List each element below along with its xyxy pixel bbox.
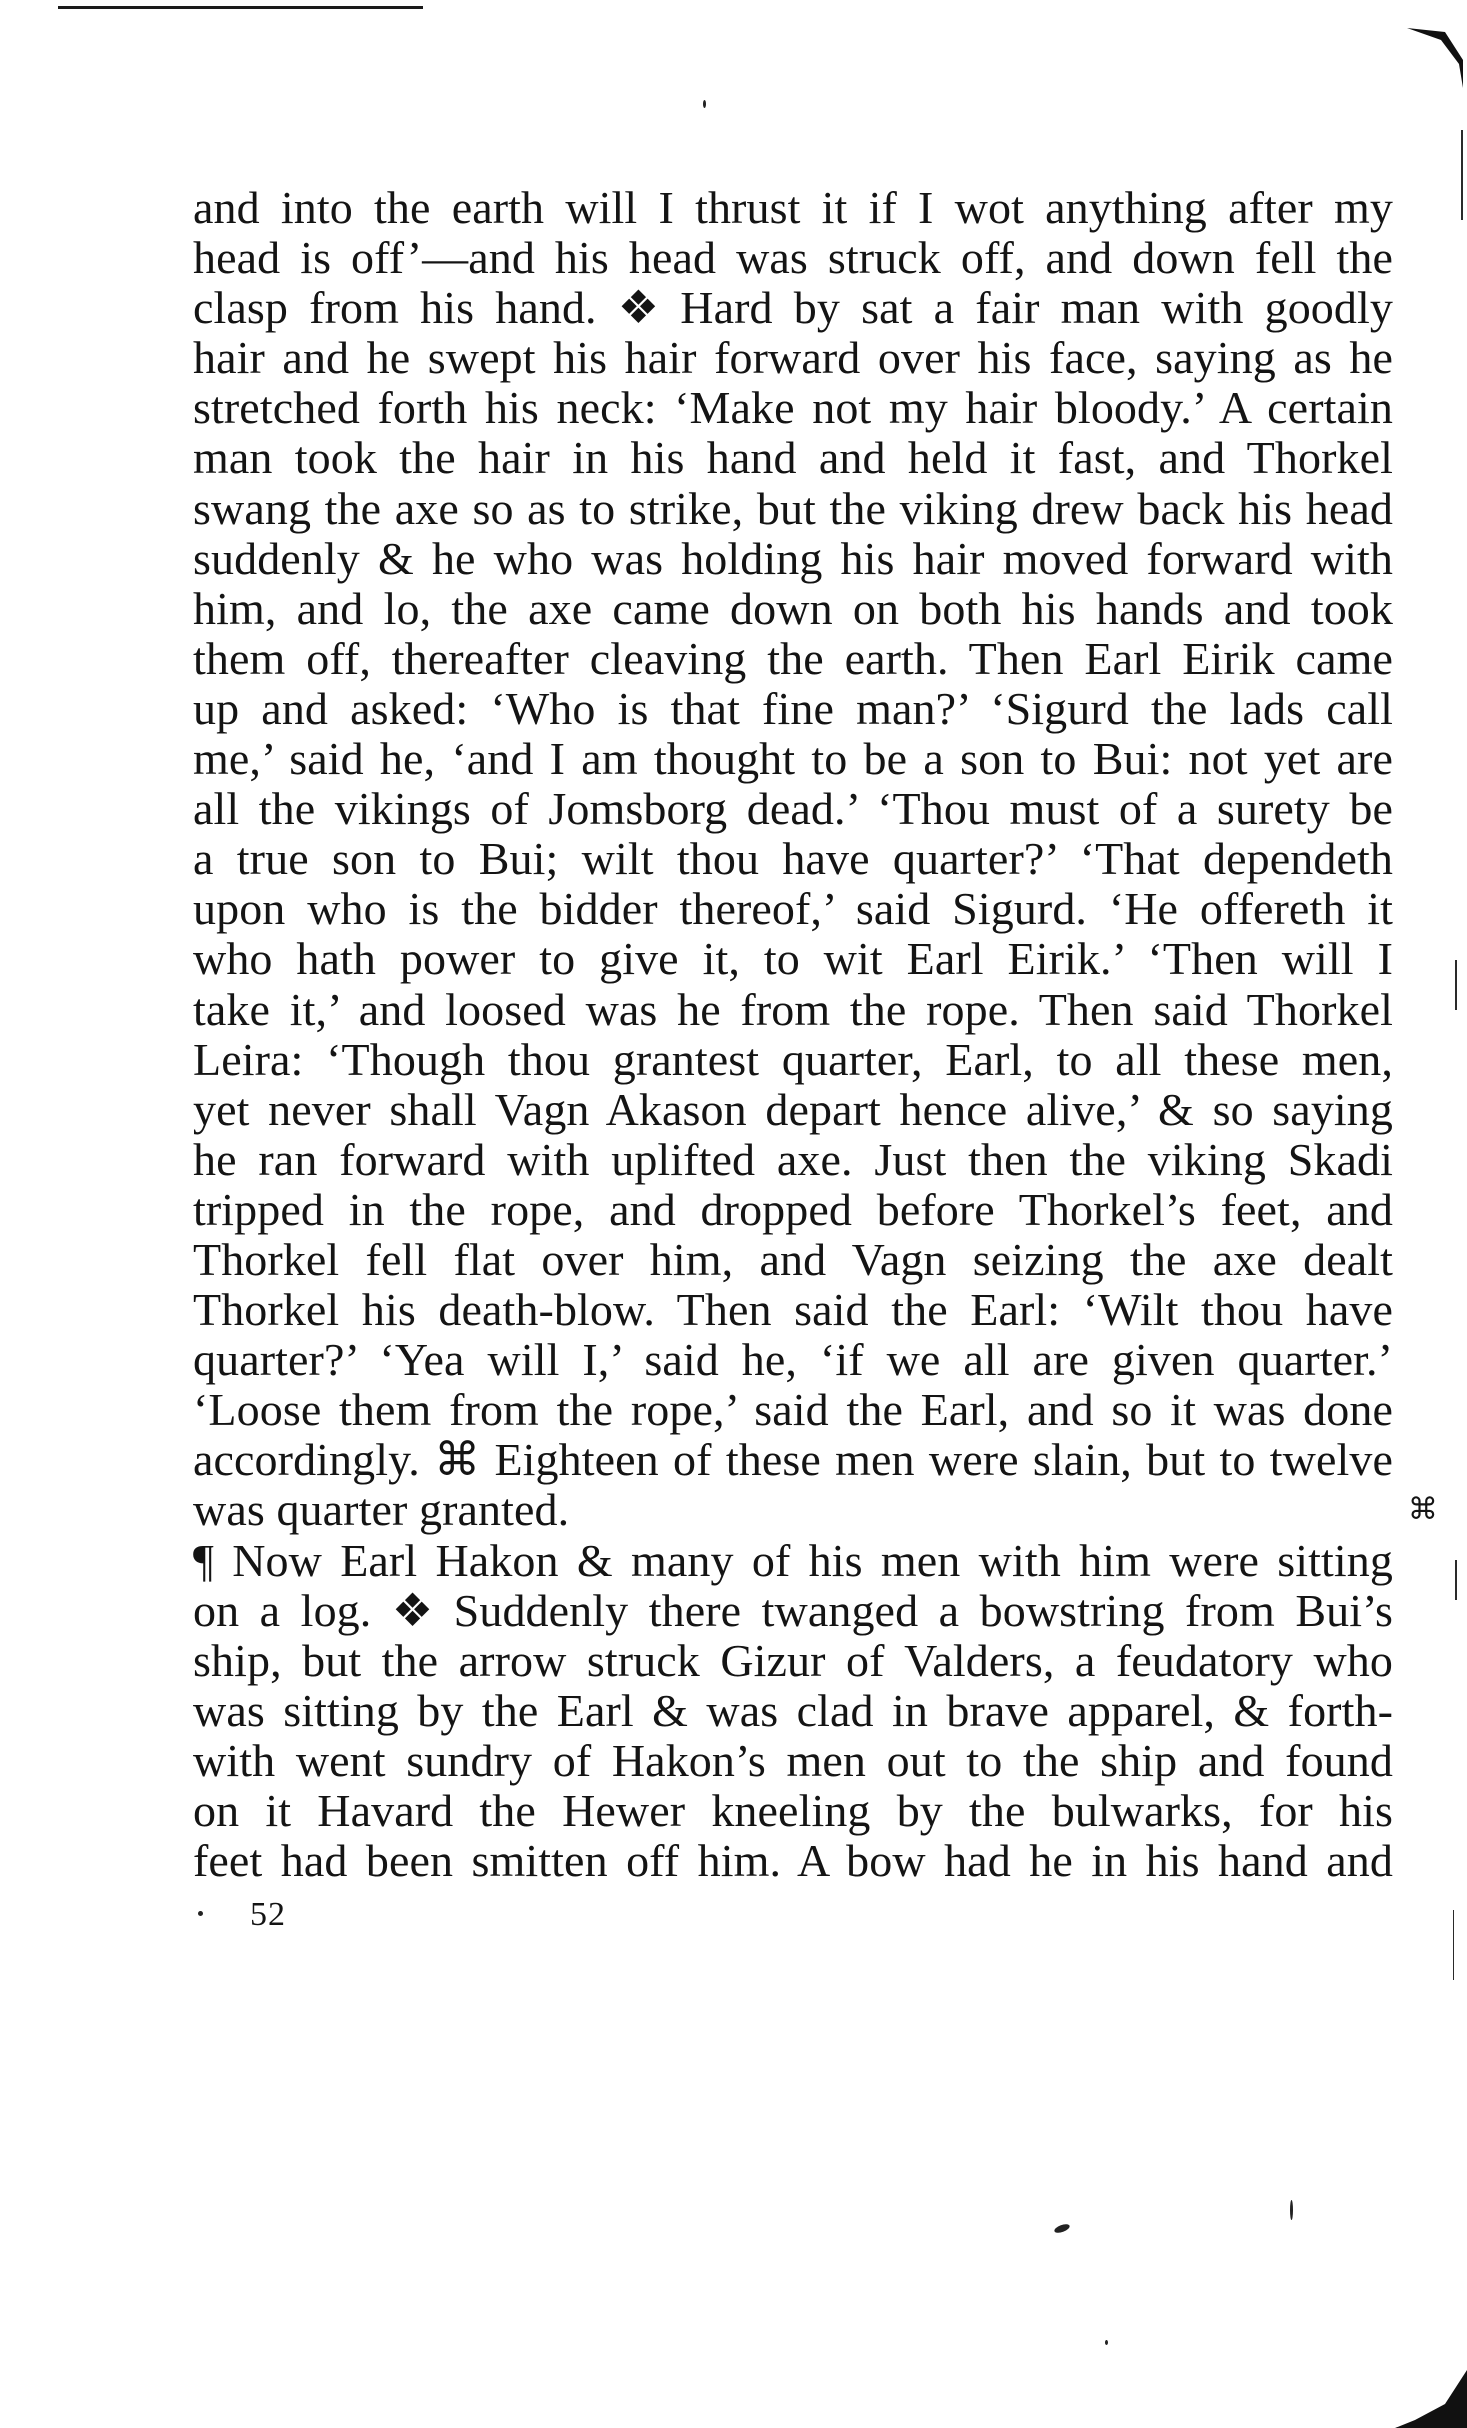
text-line: him, and lo, the axe came down on both his hands and took bbox=[193, 582, 1393, 634]
text-line: hair and he swept his hair forward over his face, saying as he bbox=[193, 332, 1393, 384]
body-text bbox=[193, 183, 1458, 1886]
text-line: them off, thereafter cleaving the earth. Then Earl Eirik came bbox=[193, 632, 1393, 684]
page-corner-mark bbox=[1405, 20, 1465, 90]
line-end-ornament: ⌘ bbox=[1407, 1493, 1438, 1527]
text-line: on it Havard the Hewer kneeling by the bulwarks, for his bbox=[193, 1785, 1393, 1836]
text-line: swang the axe so as to strike, but the viking drew back his head bbox=[193, 482, 1393, 534]
top-rule bbox=[58, 6, 423, 9]
page-corner-shadow bbox=[1395, 2370, 1467, 2428]
text-line: quarter?’ ‘Yea will I,’ said he, ‘if we all are given quarter.’ bbox=[193, 1334, 1393, 1386]
right-edge-line bbox=[1453, 1910, 1454, 1980]
right-edge-line bbox=[1461, 130, 1463, 220]
text-line: Thorkel fell flat over him, and Vagn seizing the axe dealt bbox=[193, 1233, 1393, 1285]
text-line: up and asked: ‘Who is that fine man?’ ‘Sigurd the lads call bbox=[193, 682, 1393, 734]
text-line: all the vikings of Jomsborg dead.’ ‘Thou must of a surety be bbox=[193, 783, 1393, 835]
text-line: accordingly. ⌘ Eighteen of these men were slain, but to twelve bbox=[193, 1434, 1393, 1486]
text-line: with went sundry of Hakon’s men out to the ship and found bbox=[193, 1734, 1393, 1786]
text-line: head is off’—and his head was struck off, and down fell the bbox=[193, 232, 1393, 284]
text-line: a true son to Bui; wilt thou have quarter?’ ‘That dependeth bbox=[193, 833, 1393, 885]
ink-speck bbox=[1290, 2200, 1293, 2220]
text-line: me,’ said he, ‘and I am thought to be a son to Bui: not yet are bbox=[193, 733, 1393, 785]
text-line: ‘Loose them from the rope,’ said the Earl, and so it was done bbox=[193, 1384, 1393, 1436]
text-line: take it,’ and loosed was he from the rope. Then said Thorkel bbox=[193, 983, 1393, 1035]
text-line: ¶ Now Earl Hakon & many of his men with him were sitting bbox=[193, 1534, 1393, 1586]
text-line: was sitting by the Earl & was clad in brave apparel, & forth- bbox=[193, 1684, 1393, 1736]
ink-speck bbox=[703, 100, 706, 108]
text-line: upon who is the bidder thereof,’ said Sigurd. ‘He offereth it bbox=[193, 883, 1393, 935]
text-line: who hath power to give it, to wit Earl Eirik.’ ‘Then will I bbox=[193, 933, 1393, 985]
text-line: yet never shall Vagn Akason depart hence alive,’ & so saying bbox=[193, 1083, 1393, 1135]
page-number: 52 bbox=[250, 1896, 286, 1933]
text-line: feet had been smitten off him. A bow had he in his hand and bbox=[193, 1835, 1393, 1887]
ink-speck bbox=[1053, 2222, 1070, 2234]
text-line: Thorkel his death-blow. Then said the Earl: ‘Wilt thou have bbox=[193, 1284, 1393, 1336]
ink-speck bbox=[198, 1911, 203, 1916]
text-line: suddenly & he who was holding his hair moved forward with bbox=[193, 532, 1393, 584]
text-line: ship, but the arrow struck Gizur of Valders, a feudatory who bbox=[193, 1634, 1393, 1686]
text-line: was quarter granted. ⌘ bbox=[193, 1484, 1438, 1536]
text-line: on a log. ❖ Suddenly there twanged a bowstring from Bui’s bbox=[193, 1584, 1393, 1636]
text-line: man took the hair in his hand and held it fast, and Thorkel bbox=[193, 432, 1393, 484]
ink-speck bbox=[1105, 2340, 1108, 2345]
text-line: tripped in the rope, and dropped before Thorkel’s feet, and bbox=[193, 1183, 1393, 1235]
text-line: Leira: ‘Though thou grantest quarter, Earl, to all these men, bbox=[193, 1033, 1393, 1085]
text-line: he ran forward with uplifted axe. Just then the viking Skadi bbox=[193, 1133, 1393, 1185]
text-line: and into the earth will I thrust it if I wot anything after my bbox=[193, 182, 1393, 233]
text-line: clasp from his hand. ❖ Hard by sat a fair man with goodly bbox=[193, 282, 1393, 334]
text-line: stretched forth his neck: ‘Make not my hair bloody.’ A certain bbox=[193, 382, 1393, 434]
